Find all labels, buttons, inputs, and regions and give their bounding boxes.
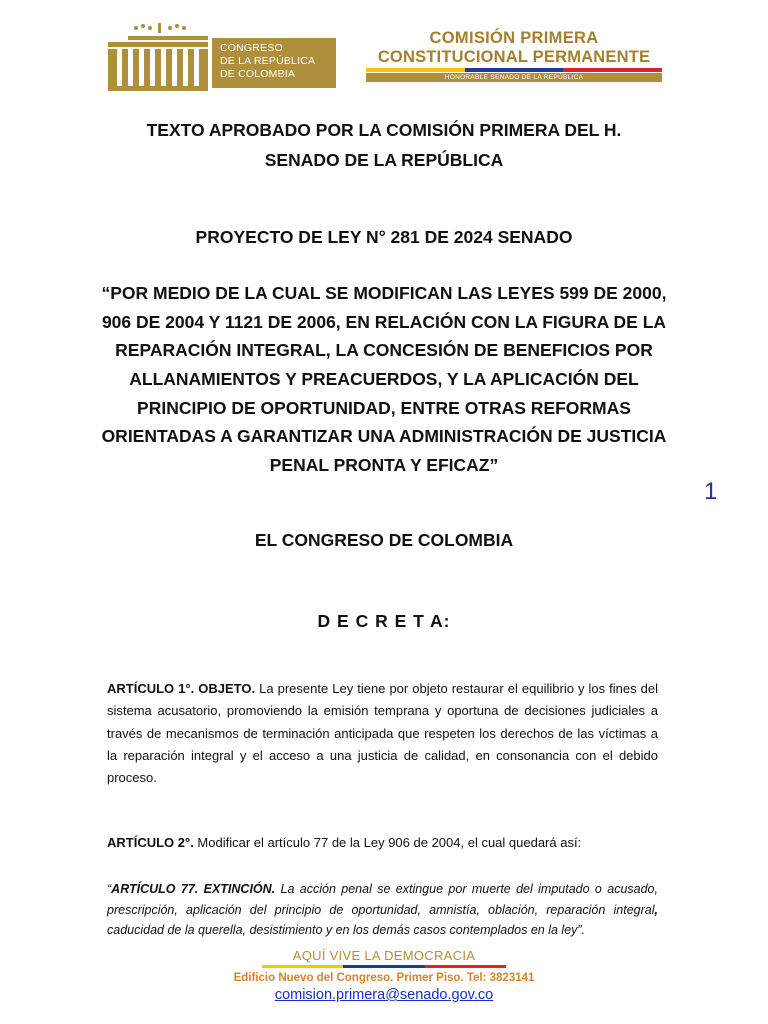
article-1-text: La presente Ley tiene por objeto restaurar el equilibrio y los fines del sistema acusatorio, promoviendo la emisión temprana y oportuna de decisiones judiciales a través de mecanismos de terminación anticipada que respeten los derechos de las víctimas a la reparación integral y el acceso a una justicia de calidad, en consonancia con el debido proceso.	[107, 681, 658, 786]
article-77-comma: ,	[654, 902, 658, 917]
commission-logo	[366, 28, 662, 90]
commission-type: CONSTITUCIONAL PERMANENTE	[377, 48, 651, 66]
article-77-text-a: La acción penal se extingue por muerte del imputado o acusado, prescripción, aplicación del principio de oportunidad, amnistía, oblación, reparación integral	[107, 882, 658, 917]
quote-close: ”.	[577, 923, 586, 937]
senate-caption: HONORABLE SENADO DE LA REPÚBLICA	[366, 73, 662, 82]
congress-heading: EL CONGRESO DE COLOMBIA	[254, 530, 514, 550]
bill-subtitle-line: ALLANAMIENTOS Y PREACUERDOS, Y LA APLICACIÓN DEL	[129, 369, 639, 389]
congress-logo-text	[212, 38, 336, 88]
article-2-heading: ARTÍCULO 2°.	[107, 835, 194, 850]
article-77-quote	[107, 879, 658, 941]
footer-slogan: AQUÍ VIVE LA DEMOCRACIA	[292, 948, 476, 963]
article-2	[107, 832, 658, 854]
article-2-text: Modificar el artículo 77 de la Ley 906 de 2004, el cual quedará así:	[193, 835, 582, 850]
capitol-emblem-icon	[106, 22, 210, 92]
bill-subtitle-line: REPARACIÓN INTEGRAL, LA CONCESIÓN DE BENEFICIOS POR	[115, 340, 653, 360]
article-1	[107, 678, 658, 789]
quote-open: “	[107, 882, 112, 896]
colombia-flag-stripe	[366, 68, 662, 72]
document-title-line: TEXTO APROBADO POR LA COMISIÓN PRIMERA DEL H.	[146, 120, 622, 140]
commission-name: COMISIÓN PRIMERA	[429, 29, 599, 47]
footer-address: Edificio Nuevo del Congreso. Primer Piso. Tel: 3823141	[233, 972, 535, 984]
page-number: 1	[704, 478, 718, 505]
article-1-heading: ARTÍCULO 1°. OBJETO.	[107, 681, 256, 696]
bill-subtitle-line: “POR MEDIO DE LA CUAL SE MODIFICAN LAS LEYES 599 DE 2000,	[101, 283, 667, 303]
congress-logo-line: CONGRESO	[220, 42, 283, 54]
article-77-heading: ARTÍCULO 77. EXTINCIÓN.	[111, 882, 276, 896]
footer-flag-stripe	[262, 965, 506, 968]
article-77-text-b: caducidad de la querella, desistimiento y en los demás casos contemplados en la ley	[107, 923, 578, 937]
congress-logo-line: DE COLOMBIA	[220, 68, 296, 80]
document-title-line: SENADO DE LA REPÚBLICA	[264, 150, 504, 170]
bill-subtitle-line: 906 DE 2004 Y 1121 DE 2006, EN RELACIÓN CON LA FIGURA DE LA	[101, 312, 667, 332]
decreta-heading: D E C R E T A:	[317, 611, 451, 631]
bill-subtitle-line: PRINCIPIO DE OPORTUNIDAD, ENTRE OTRAS REFORMAS	[137, 398, 631, 418]
congress-logo-line: DE LA REPÚBLICA	[220, 55, 316, 67]
congress-logo	[106, 22, 336, 92]
bill-subtitle-line: PENAL PRONTA Y EFICAZ”	[269, 455, 499, 475]
bill-number: PROYECTO DE LEY N° 281 DE 2024 SENADO	[195, 227, 573, 247]
footer-email-link[interactable]: comision.primera@senado.gov.co	[274, 987, 494, 1003]
bill-subtitle-line: ORIENTADAS A GARANTIZAR UNA ADMINISTRACIÓN DE JUSTICIA	[101, 426, 667, 446]
